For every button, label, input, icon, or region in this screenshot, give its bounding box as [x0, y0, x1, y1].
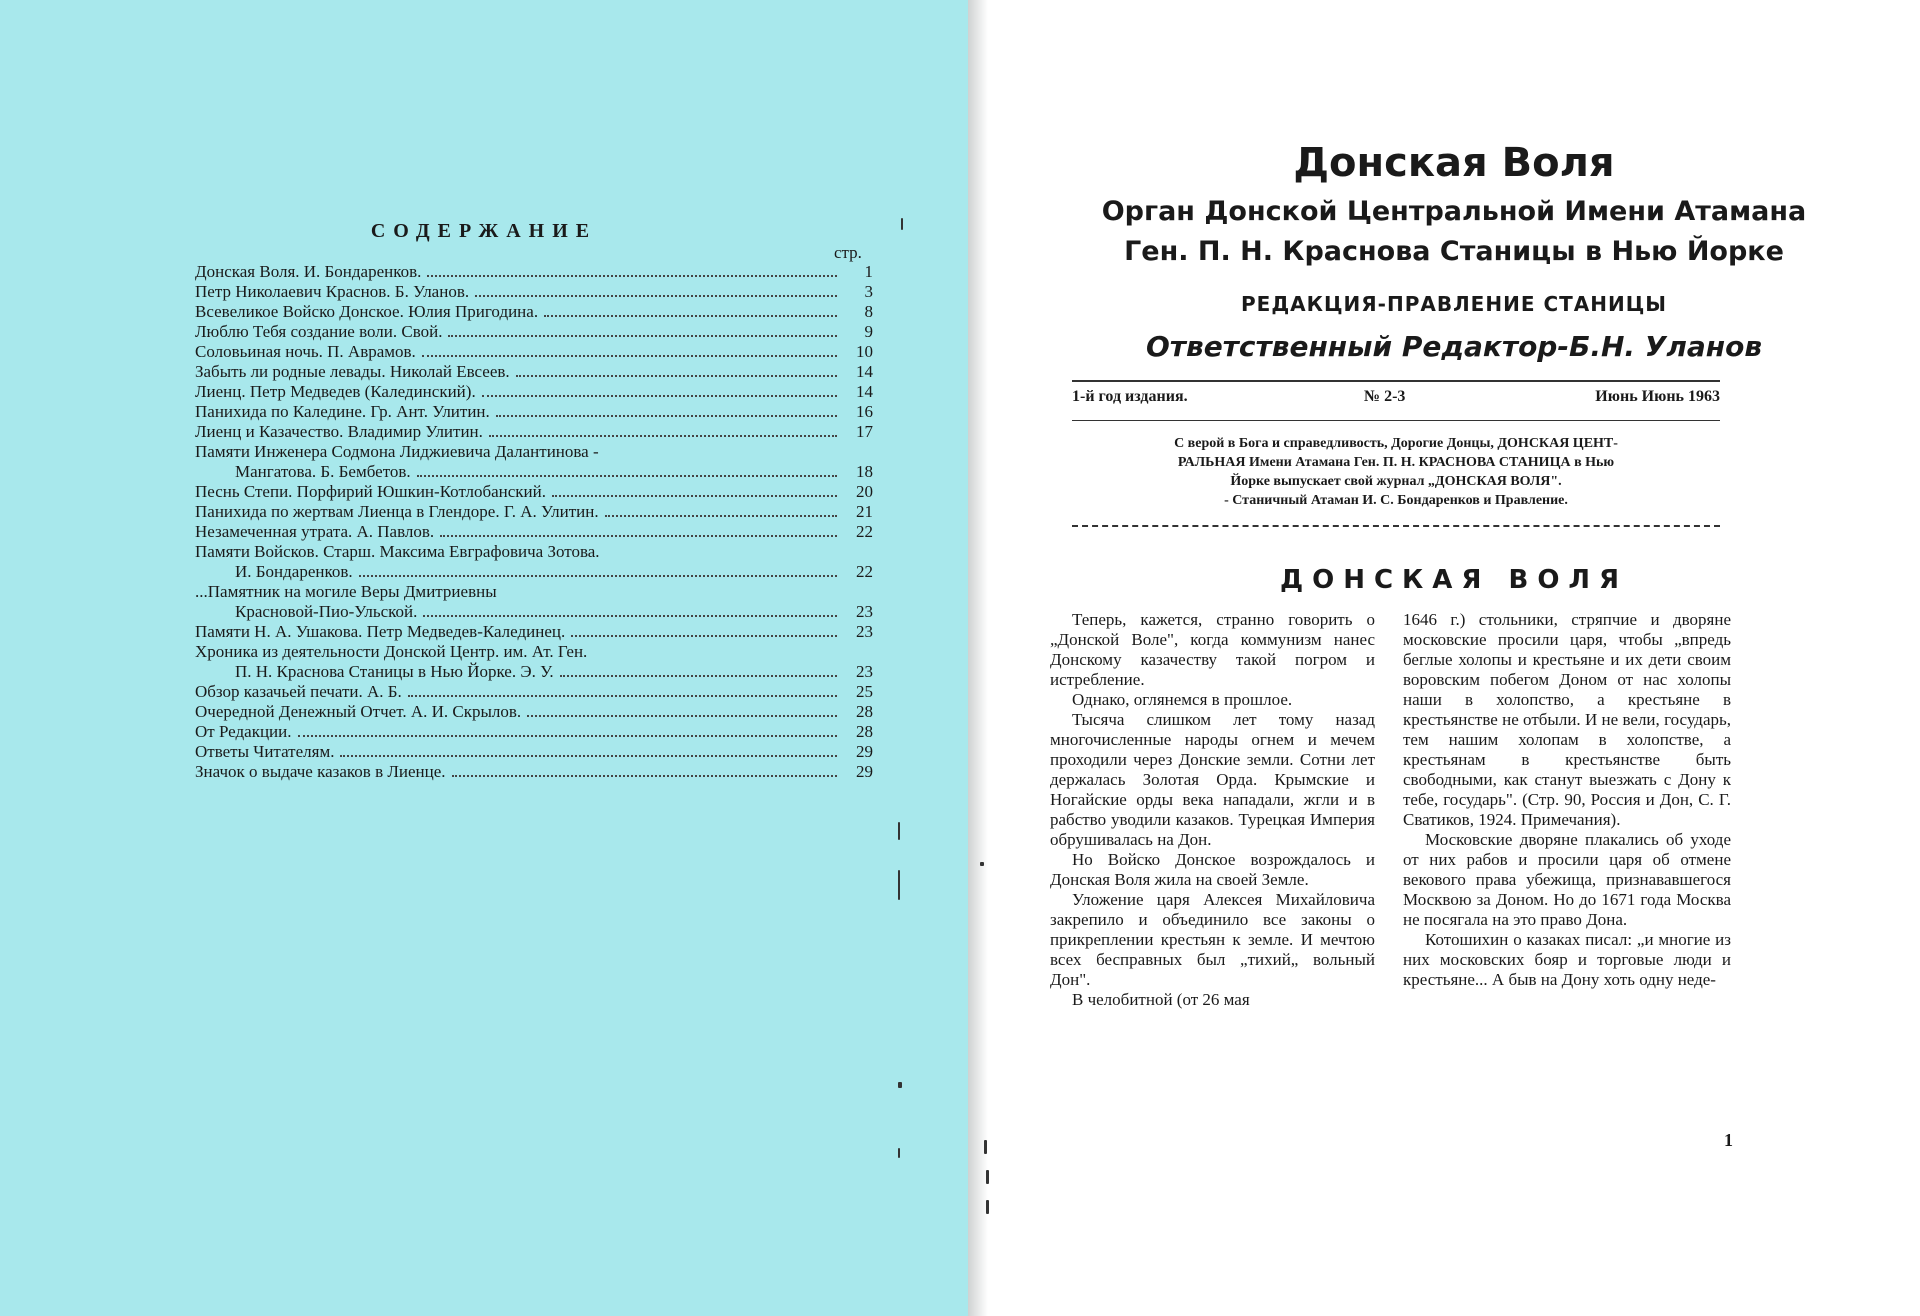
editorial-board: РЕДАКЦИЯ-ПРАВЛЕНИЕ СТАНИЦЫ: [1241, 292, 1667, 316]
toc-item: Петр Николаевич Краснов. Б. Уланов. 3: [195, 282, 873, 301]
toc-item-multiline: Памяти Войсков. Старш. Максима Евграфовича Зотова. И. Бондаренков. 22: [195, 542, 873, 581]
issue-date: Июнь Июнь 1963: [1595, 388, 1720, 405]
page-number: 1: [1724, 1130, 1733, 1150]
article-title: ДОНСКАЯ ВОЛЯ: [1279, 565, 1629, 595]
toc-item: Обзор казачьей печати. А. Б. 25: [195, 682, 873, 701]
dedication-notice: С верой в Бога и справедливость, Дорогие Донцы, ДОНСКАЯ ЦЕНТ- РАЛЬНАЯ Имени Атамана Ген. П. Н. КРАСНОВА СТАНИЦА в Нью Йорке выпускает свой журнал „ДОНСКАЯ ВОЛЯ". - Станичный Атаман И. С. Бондаренков и Правление.: [1174, 436, 1618, 508]
toc-item: Всевеликое Войско Донское. Юлия Пригодина. 8: [195, 302, 873, 321]
toc-item: Лиенц и Казачество. Владимир Улитин. 17: [195, 422, 873, 441]
toc-item: Панихида по жертвам Лиенца в Глендоре. Г. А. Улитин. 21: [195, 502, 873, 521]
scan-mark: [984, 1140, 987, 1154]
scan-mark: [986, 1200, 989, 1214]
toc-item: Донская Воля. И. Бондаренков. 1: [195, 262, 873, 281]
toc-item: Значок о выдаче казаков в Лиенце. 29: [195, 762, 873, 781]
issue-year: 1-й год издания.: [1072, 388, 1188, 405]
article-paragraph: Московские дворяне плакались об уходе от них рабов и просили царя об отмене векового права убежища, признававшегося Москвою за Доном. Но до 1671 года Москва не посягала на это право Дона.: [1403, 830, 1731, 929]
toc-item: Очередной Денежный Отчет. А. И. Скрылов. 28: [195, 702, 873, 721]
scan-mark: [980, 862, 984, 866]
toc-item: Забыть ли родные левады. Николай Евсеев. 14: [195, 362, 873, 381]
scan-mark: [901, 218, 903, 230]
journal-title: Донская Воля: [1293, 140, 1615, 186]
article-paragraph: Однако, оглянемся в прошлое.: [1072, 690, 1293, 709]
article-paragraph: Теперь, кажется, странно говорить о „Донской Воле", когда коммунизм нанес Донскому казачеству такой погром и истребление.: [1050, 610, 1375, 689]
issue-number: № 2-3: [1364, 388, 1406, 405]
toc-item-multiline: Памяти Инженера Содмона Лиджиевича Далантинова - Мангатова. Б. Бембетов. 18: [195, 442, 873, 481]
toc-title: СОДЕРЖАНИЕ: [370, 220, 598, 242]
article-column-right: [1403, 610, 1731, 990]
organ-line-1: Орган Донской Центральной Имени Атамана: [1101, 196, 1807, 227]
article-paragraph: Но Войско Донское возрождалось и Донская Воля жила на своей Земле.: [1050, 850, 1375, 889]
toc-item: Незамеченная утрата. А. Павлов. 22: [195, 522, 873, 541]
organ-line-2: Ген. П. Н. Краснова Станицы в Нью Йорке: [1124, 236, 1784, 267]
scan-mark: [986, 1170, 989, 1184]
article-paragraph: Тысяча слишком лет тому назад многочисленные народы огнем и мечем проходили через Донские земли. Сотни лет держалась Золотая Орда. Крымские и Ногайские орды века нападали, жгли и в рабство уводили казаков. Турецкая Империя обрушивалась на Дон.: [1050, 710, 1375, 849]
toc-item: Песнь Степи. Порфирий Юшкин-Котлобанский. 20: [195, 482, 873, 501]
article-column-left: [1050, 610, 1375, 1010]
header-rule: [1072, 380, 1720, 382]
responsible-editor: Ответственный Редактор-Б.Н. Уланов: [1145, 330, 1763, 363]
toc-item-multiline: ...Памятник на могиле Веры Дмитриевны Красновой-Пио-Ульской. 23: [195, 582, 873, 621]
scan-mark: [898, 870, 900, 900]
scan-mark: [898, 1148, 900, 1158]
scan-mark: [898, 1082, 902, 1088]
toc-list: [195, 262, 873, 782]
toc-item: Люблю Тебя создание воли. Свой. 9: [195, 322, 873, 341]
toc-item: Лиенц. Петр Медведев (Калединский). 14: [195, 382, 873, 401]
toc-item-multiline: Хроника из деятельности Донской Центр. им. Ат. Ген. П. Н. Краснова Станицы в Нью Йорке. Э. У. 23: [195, 642, 873, 681]
toc-item: Соловьиная ночь. П. Аврамов. 10: [195, 342, 873, 361]
article-paragraph: 1646 г.) стольники, стряпчие и дворяне московские просили царя, чтобы „впредь беглые холопы и крестьяне и их дети своим воровским побегом Доном от нас холопы наши в холопство, а крестьяне в крестьянстве не отбыли. И не вели, государь, тем нашим холопам в холопстве, а крестьянам в крестьянстве быть свободными, как станут выезжать с Дону к тебе, государь". (Стр. 90, Россия и Дон, С. Г. Сватиков, 1924. Примечания).: [1403, 610, 1731, 829]
article-paragraph: Уложение царя Алексея Михайловича закрепило и объединило все законы о прикреплении крестьян к земле. И мечтою всех бесправных был „тихий„ вольный Дон".: [1050, 890, 1375, 989]
article-page: [988, 0, 1920, 1316]
article-paragraph: Котошихин о казаках писал: „и многие из них московских бояр и торговые люди и крестьяне... А быв на Дону хоть одну неде-: [1403, 930, 1731, 989]
toc-item: Памяти Н. А. Ушакова. Петр Медведев-Калединец. 23: [195, 622, 873, 641]
toc-page-column-label: стр.: [834, 243, 862, 262]
toc-item: От Редакции. 28: [195, 722, 873, 741]
toc-item: Ответы Читателям. 29: [195, 742, 873, 761]
book-spine: [968, 0, 988, 1316]
header-rule: [1072, 420, 1720, 421]
toc-item: Панихида по Каледине. Гр. Ант. Улитин. 16: [195, 402, 873, 421]
article-paragraph: В челобитной (от 26 мая: [1072, 990, 1250, 1009]
notice-rule: [1072, 525, 1720, 527]
scan-mark: [898, 822, 900, 840]
